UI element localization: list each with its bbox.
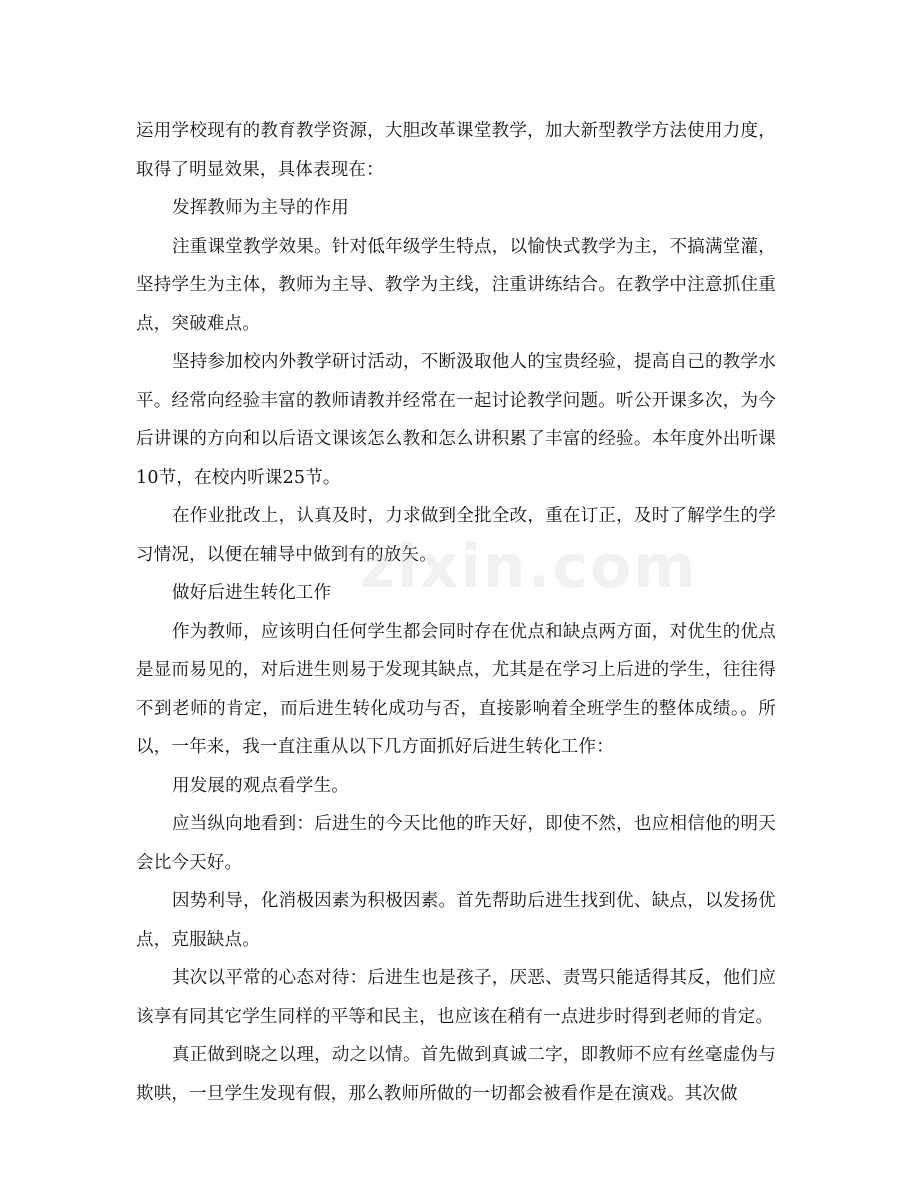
paragraph-7: 作为教师，应该明白任何学生都会同时存在优点和缺点两方面，对优生的优点是显而易见的，对后进生则易于发现其缺点，尤其是在学习上后进的学生，往往得不到老师的肯定，而后进生转化成功与否，直接影响着全班学生的整体成绩。。所以，一年来，我一直注重从以下几方面抓好后进生转化工作：	[136, 621, 776, 757]
section-heading-teacher-role: 发挥教师为主导的作用	[172, 198, 349, 218]
paragraph-9: 应当纵向地看到：后进生的今天比他的昨天好，即使不然，也应相信他的明天会比今天好。	[136, 814, 776, 873]
paragraph-12: 真正做到晓之以理，动之以情。首先做到真诚二字，即教师不应有丝毫虚伪与欺哄，一旦学生发现有假，那么教师所做的一切都会被看作是在演戏。其次做	[136, 1045, 776, 1104]
paragraph-1: 运用学校现有的教育教学资源，大胆改革课堂教学，加大新型教学方法使用力度，取得了明显效果，具体表现在：	[136, 121, 776, 180]
paragraph-8: 用发展的观点看学生。	[172, 775, 349, 796]
paragraph-3: 注重课堂教学效果。针对低年级学生特点，以愉快式教学为主，不搞满堂灌，坚持学生为主体，教师为主导、教学为主线，注重讲练结合。在教学中注意抓住重点，突破难点。	[136, 236, 776, 334]
section-heading-underachievers: 做好后进生转化工作	[172, 583, 332, 603]
paragraph-10: 因势利导，化消极因素为积极因素。首先帮助后进生找到优、缺点，以发扬优点，克服缺点。	[136, 891, 776, 950]
paragraph-5: 在作业批改上，认真及时，力求做到全批全改，重在订正，及时了解学生的学习情况，以便在辅导中做到有的放矢。	[136, 506, 776, 565]
paragraph-4: 坚持参加校内外教学研讨活动，不断汲取他人的宝贵经验，提高自己的教学水平。经常向经验丰富的教师请教并经常在一起讨论教学问题。听公开课多次，为今后讲课的方向和以后语文课该怎么教和怎么讲积累了丰富的经验。本年度外出听课10节，在校内听课25节。	[136, 352, 776, 488]
document-body	[136, 112, 776, 1113]
paragraph-11: 其次以平常的心态对待：后进生也是孩子，厌恶、责骂只能适得其反，他们应该享有同其它学生同样的平等和民主，也应该在稍有一点进步时得到老师的肯定。	[136, 968, 776, 1027]
watermark: zixin.com	[360, 532, 698, 602]
